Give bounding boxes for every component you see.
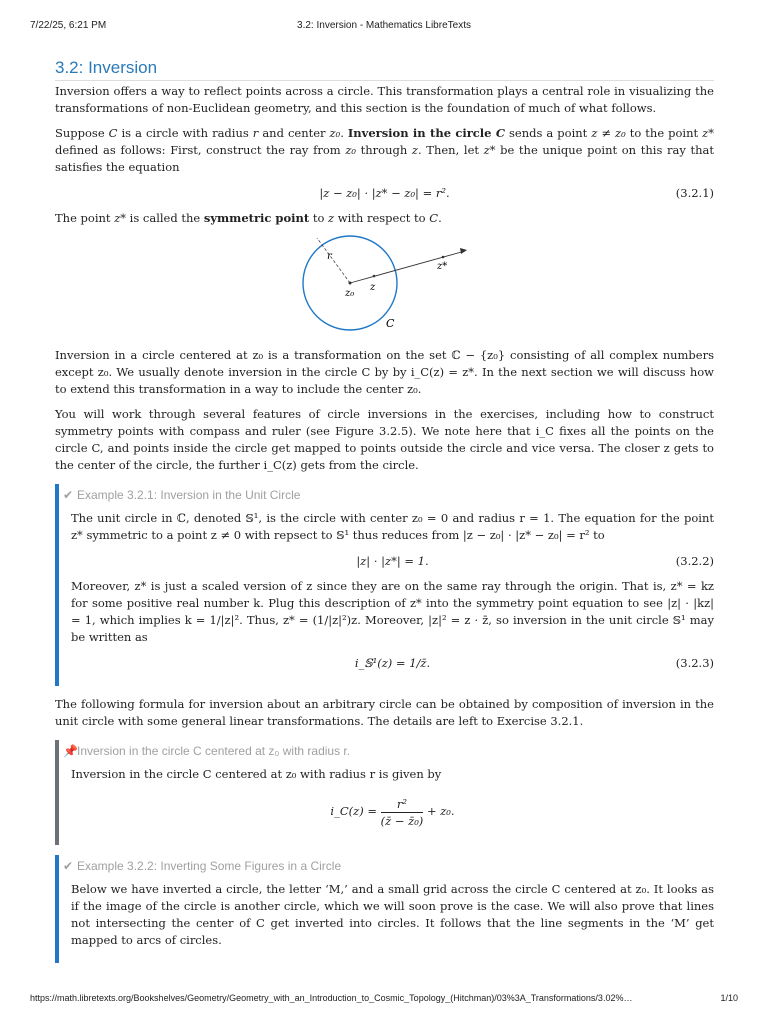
inversion-formula: i_C(z) = $\frac{\text{r²}}{\text{(z̄ − z̄₀)}}$ + z₀. — [330, 796, 455, 828]
center-point — [349, 282, 352, 285]
equation-3-2-2: |z| · |z*| = 1. (3.2.2) — [356, 554, 714, 568]
print-page-number: 1/10 — [720, 993, 738, 1003]
pin-icon: 📌 — [63, 744, 78, 758]
equation-3-2-3: i_𝕊¹(z) = 1/z̄. (3.2.3) — [354, 656, 714, 670]
definition-paragraph: Suppose C is a circle with radius r and center z₀. Inversion in the circle C sends a point z ≠ z₀ to the point z* defined as follows: First, construct the ray from z₀ through z. Then, let z* be the unique point on this ray that satisfies the equation — [55, 126, 715, 174]
formula-paragraph: The following formula for inversion about an arbitrary circle can be obtained by composition of inversion in the unit circle with some general linear transformations. The details are left to Exercise 3.2.1. — [55, 697, 714, 728]
example-paragraph: The unit circle in ℂ, denoted 𝕊¹, is the circle with center z₀ = 0 and radius r = 1. The equation for the point z* symmetric to a point z ≠ 0 with repsect to 𝕊¹ thus reduces from |z − z₀| · |z* − z₀| = r² to — [71, 511, 714, 542]
intro-paragraph: Inversion offers a way to reflect points across a circle. This transformation plays a central role in visualizing the transformations of non-Euclidean geometry, and this section is the foundation of much of what follows. — [55, 84, 714, 115]
print-page-title: 3.2: Inversion - Mathematics LibreTexts — [297, 20, 471, 31]
equation-3-2-1: |z − z₀| · |z* − z₀| = r². (3.2.1) — [319, 186, 714, 200]
example-paragraph: Below we have inverted a circle, the letter ‘M,’ and a small grid across the circle C centered at z₀. It looks as if the image of the circle is another circle, which we will soon prove is the case. We will also prove that lines not intersecting the center of C get inverted into circles. It follows that the line segments in the ‘M’ get mapped to arcs of circles. — [71, 882, 714, 947]
inversion-set-paragraph: Inversion in a circle centered at z₀ is a transformation on the set ℂ − {z₀} consisting of all complex numbers except z₀. We usually denote inversion in the circle C by by i_C(z) = z*. In the next section we will discuss how to extend this transformation in a way to include the center z₀. — [55, 348, 714, 396]
title-divider — [55, 80, 714, 81]
label-zstar: z* — [437, 261, 448, 272]
example-3-2-2 — [55, 855, 714, 963]
point-z — [373, 275, 376, 278]
print-url: https://math.libretexts.org/Bookshelves/Geometry/Geometry_with_an_Introduction_to_Cosmic_Topology_(Hitchman)/03%3A_Transformations/3.02%… — [30, 993, 633, 1003]
equation-number: (3.2.1) — [675, 186, 714, 200]
ray-arrowhead — [460, 248, 467, 254]
label-z: z — [370, 282, 376, 293]
example-header: ✔ Example 3.2.1: Inversion in the Unit Circle — [59, 484, 714, 506]
label-C: C — [386, 317, 395, 330]
example-paragraph: Moreover, z* is just a scaled version of z since they are on the same ray through the origin. That is, z* = kz for some positive real number k. Plug this description of z* into the symmetry point equation to see |z| · |kz| = 1, which implies k = 1/|z|². Thus, z* = (1/|z|²)z. Moreover, |z|² = z · z̄, so inversion in the unit circle 𝕊¹ may be written as — [71, 579, 714, 644]
check-icon: ✔ — [63, 488, 74, 502]
example-header: ✔ Example 3.2.2: Inverting Some Figures in a Circle — [59, 855, 714, 877]
theorem-header: 📌Inversion in the circle C centered at z₀ with radius r. — [59, 740, 714, 762]
example-3-2-1 — [55, 484, 714, 686]
point-zstar — [442, 256, 445, 259]
exercises-paragraph: You will work through several features of circle inversions in the exercises, including how to construct symmetry points with compass and ruler (see Figure 3.2.5). We note here that i_C fixes all the points on the circle C, and points inside the circle get mapped to points outside the circle and vice versa. The closer z gets to the center of the circle, the further i_C(z) gets from the circle. — [55, 407, 714, 472]
formula-fraction: $\frac{\text{r²}}{\text{(z̄ − z̄₀)}}$ — [380, 796, 424, 828]
main-content — [55, 83, 714, 973]
radius-line — [317, 238, 350, 283]
theorem-box — [55, 740, 714, 845]
page-title: 3.2: Inversion — [55, 58, 158, 77]
inversion-figure — [55, 235, 714, 337]
label-r: r — [327, 251, 332, 262]
inversion-diagram — [55, 235, 714, 337]
check-icon: ✔ — [63, 859, 74, 873]
ray-line — [350, 251, 465, 283]
print-header — [0, 20, 768, 34]
theorem-paragraph: Inversion in the circle C centered at z₀ with radius r is given by — [71, 767, 442, 781]
symmetric-point-paragraph: The point z* is called the symmetric point to z with respect to C. — [55, 211, 442, 225]
print-footer — [0, 993, 768, 1007]
label-z0: z₀ — [345, 288, 355, 299]
print-datetime: 7/22/25, 6:21 PM — [30, 20, 107, 31]
